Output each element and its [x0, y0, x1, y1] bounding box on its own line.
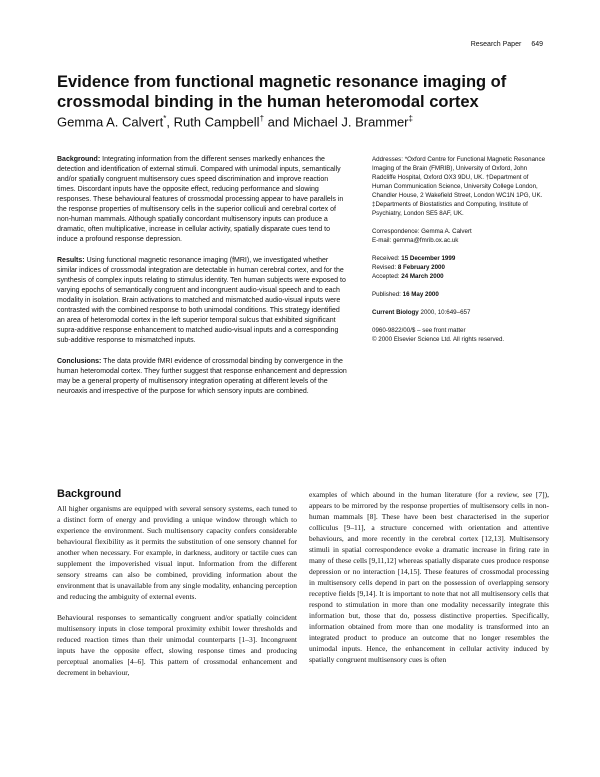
journal-section: Research Paper	[470, 41, 522, 48]
abstract-background-text: Integrating information from the different senses markedly enhances the detection and identification of external stimuli. Compared with unimodal inputs, semantically and/or spatially congruent multisensory cues speed discrimination and improve reaction times. Discordant inputs have the opposite effect, reducing performance and slowing responses. These behavioural features of crossmodal processing appear to have parallels in the response properties of multisensory cells in the superior colliculi and cerebral cortex of non-human mammals. Although spatially concordant multisensory inputs can produce a dramatic, often multiplicative, increase in cellular activity, spatially disparate cues tend to induce a profound response depression.	[57, 156, 344, 243]
abstract-results-text: Using functional magnetic resonance imaging (fMRI), we investigated whether similar indices of crossmodal integration are detectable in human cerebral cortex, and for the synthesis of complex inputs relating to stimulus identity. Ten human subjects were exposed to varying epochs of semantically congruent and incongruent audio-visual speech and to each modality in isolation. Brain activations to matched and mismatched audio-visual inputs were contrasted with the combined response to both unimodal conditions. This strategy identified an area of heteromodal cortex in the left superior temporal sulcus that exhibited significant supra-additive response enhancement to matched audio-visual inputs and a corresponding sub-additive response to mismatched inputs.	[57, 257, 346, 344]
author-affiliation-mark: ‡	[408, 114, 413, 123]
body-paragraph: examples of which abound in the human literature (for a review, see [7]), appears to be mirrored by the response properties of multisensory cells in non-human mammals [8]. These have been best characterised in the superior colliculus [9–11], a structure concerned with orientation and attentive behaviours, and more recently in the cerebral cortex [12,13]. Multisensory stimuli in spatial correspondence evoke a dramatic increase in firing rate in many of these cells [9,11,12] whereas spatially disparate cues produce response depression or no interaction [14,15]. These features of crossmodal processing in multisensory cells depend in part on the possession of overlapping sensory receptive fields [9,14]. It is important to note that not all multisensory cells that respond to stimulation in more than one modality necessarily integrate this information but, those that do, possess distinctive properties. Specifically, information obtained from more than one modality is transformed into an integrated product to produce an outcome that no longer resembles the unimodal inputs. Hence, the enhancement in cellular activity induced by spatially congruent multisensory cues is often	[309, 490, 549, 664]
author-affiliation-mark: †	[259, 114, 265, 123]
accepted-label: Accepted:	[372, 273, 400, 280]
author-affiliation-mark: *	[163, 114, 167, 123]
abstract-background-label: Background:	[57, 156, 101, 163]
running-header	[461, 41, 543, 48]
citation-detail: 2000, 10:649–657	[420, 309, 471, 316]
published-date: 16 May 2000	[402, 291, 439, 298]
article-title: Evidence from functional magnetic resonance imaging of crossmodal binding in the human heteromodal cortex	[57, 73, 507, 111]
revised-label: Revised:	[372, 264, 397, 271]
abstract-conclusions-text: The data provide fMRI evidence of crossmodal binding by convergence in the human heteromodal cortex. They further suggest that response enhancement and depression may be a general property of multisensory integration operating at different levels of the neuroaxis and irrespective of the purpose for which sensory inputs are combined.	[57, 358, 347, 395]
section-heading: Background	[57, 488, 122, 500]
correspondence: Correspondence: Gemma A. Calvert	[372, 228, 472, 235]
abstract-results-label: Results:	[57, 257, 85, 264]
body-column-right	[309, 489, 549, 675]
body-paragraph: All higher organisms are equipped with several sensory systems, each tuned to a distinct form of energy and providing a unique window through which to experience the environment. Such multisensory capacity confers considerable behavioural flexibility as it permits the substitution of one sensory channel for another when necessary. For example, in darkness, auditory or tactile cues can supplement the impoverished visual input. Information from the different sensory streams can also be combined, providing information about the environment that is unavailable from any single modality, enhancing perception and reducing the ambiguity of external events.	[57, 504, 297, 601]
page-number: 649	[531, 41, 543, 48]
abstract-background	[57, 155, 347, 245]
accepted	[372, 272, 547, 281]
author-name: Ruth Campbell	[173, 114, 260, 130]
author-separator: and	[264, 114, 293, 130]
addresses	[372, 155, 547, 218]
article-metadata	[372, 155, 547, 344]
abstract	[57, 155, 347, 408]
revised-date: 8 February 2000	[397, 264, 445, 271]
author-name: Michael J. Brammer	[292, 114, 409, 130]
citation	[372, 308, 547, 317]
revised	[372, 263, 547, 272]
abstract-results	[57, 256, 347, 346]
author-separator: ,	[166, 114, 174, 130]
accepted-date: 24 March 2000	[401, 273, 444, 280]
abstract-conclusions-label: Conclusions:	[57, 358, 102, 365]
issn: 0960-9822/00/$ – see front matter	[372, 327, 466, 334]
body-column-left	[57, 488, 297, 688]
published	[372, 290, 547, 299]
author-name: Gemma A. Calvert	[57, 114, 164, 130]
received-date: 15 December 1999	[401, 255, 456, 262]
addresses-label: Addresses:	[372, 156, 403, 163]
published-label: Published:	[372, 291, 401, 298]
author-list	[57, 111, 557, 130]
body-paragraph: Behavioural responses to semantically congruent and/or spatially coincident multisensory inputs in close temporal proximity exhibit lower thresholds and reduced reaction times than their unimodal counterparts [1–3]. Incongruent inputs have the opposite effect, slowing response times and producing perceptual anomalies [4–6]. This pattern of crossmodal enhancement and decrement in behaviour,	[57, 613, 297, 677]
journal-name: Current Biology	[372, 309, 419, 316]
abstract-conclusions	[57, 357, 347, 397]
copyright: © 2000 Elsevier Science Ltd. All rights reserved.	[372, 336, 505, 343]
received-label: Received:	[372, 255, 400, 262]
addresses-text: *Oxford Centre for Functional Magnetic Resonance Imaging of the Brain (FMRIB), University of Oxford, John Radcliffe Hospital, Oxford OX3 9DU, UK. †Department of Human Communication Science, University College London, Chandler House, 2 Wakefield Street, London WC1N 1PG, UK. ‡Departments of Biostatistics and Computing, Institute of Psychiatry, London SE5 8AF, UK.	[372, 156, 546, 217]
received	[372, 254, 547, 263]
email: E-mail: gemma@fmrib.ox.ac.uk	[372, 237, 459, 244]
